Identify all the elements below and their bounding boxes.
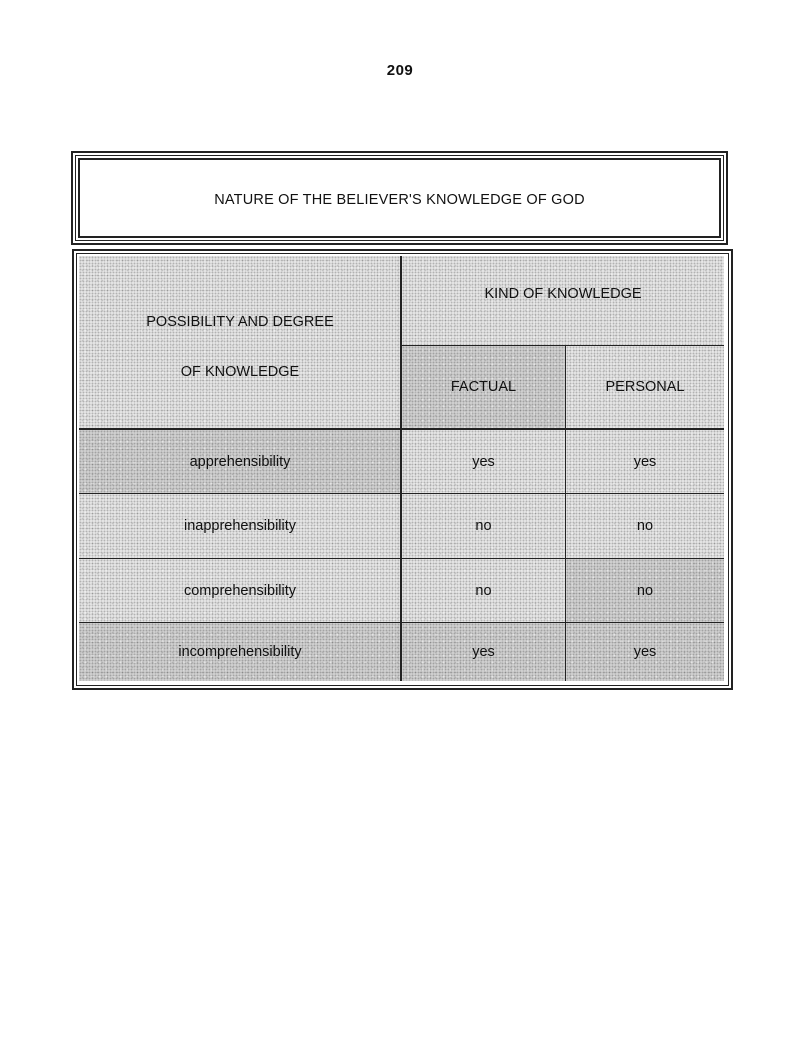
table-cell-factual [402, 559, 565, 622]
grid-divider-columns [565, 345, 566, 681]
table-cell-factual [402, 623, 565, 681]
table-cell-personal [566, 494, 724, 558]
table-cell-factual [402, 494, 565, 558]
row-label: inapprehensibility [183, 518, 297, 534]
grid-divider-main [400, 256, 402, 681]
grid-divider-row [79, 493, 724, 494]
grid-divider-group-header [401, 345, 724, 346]
row-header-cell [79, 256, 401, 428]
group-header-cell [402, 256, 724, 345]
cell-value: yes [472, 644, 495, 660]
cell-value: no [636, 582, 654, 599]
column-header-factual [402, 346, 565, 428]
row-label: apprehensibility [189, 453, 291, 470]
table-cell-personal [566, 623, 724, 681]
title-box [71, 151, 728, 245]
cell-value: no [636, 518, 654, 534]
row-header-line1: POSSIBILITY AND DEGREE [146, 314, 334, 330]
table-row-label [79, 494, 401, 558]
cell-value: yes [633, 644, 657, 660]
grid-divider-row [79, 622, 724, 623]
knowledge-table [72, 249, 733, 690]
table-cell-personal [566, 430, 724, 493]
cell-value: no [475, 518, 492, 534]
table-row-label [79, 623, 401, 681]
knowledge-table-grid [79, 256, 724, 681]
cell-value: yes [472, 453, 495, 470]
row-header-line2: OF KNOWLEDGE [180, 364, 300, 380]
title-box-inner-border [75, 155, 724, 241]
grid-divider-header [79, 428, 724, 430]
table-cell-personal [566, 559, 724, 622]
table-title: NATURE OF THE BELIEVER'S KNOWLEDGE OF GOD [214, 192, 585, 208]
column-header-factual-label: FACTUAL [450, 379, 517, 395]
cell-value: no [475, 582, 492, 599]
title-box-content [78, 158, 721, 238]
table-row-label [79, 430, 401, 493]
page-number: 209 [386, 62, 414, 79]
group-header-label: KIND OF KNOWLEDGE [484, 285, 642, 302]
column-header-personal-label: PERSONAL [605, 379, 685, 395]
column-header-personal [566, 346, 724, 428]
knowledge-table-inner-border [76, 253, 729, 686]
grid-divider-row [79, 558, 724, 559]
row-label: comprehensibility [183, 582, 297, 599]
table-cell-factual [402, 430, 565, 493]
row-label: incomprehensibility [178, 644, 302, 660]
cell-value: yes [633, 453, 657, 470]
table-row-label [79, 559, 401, 622]
